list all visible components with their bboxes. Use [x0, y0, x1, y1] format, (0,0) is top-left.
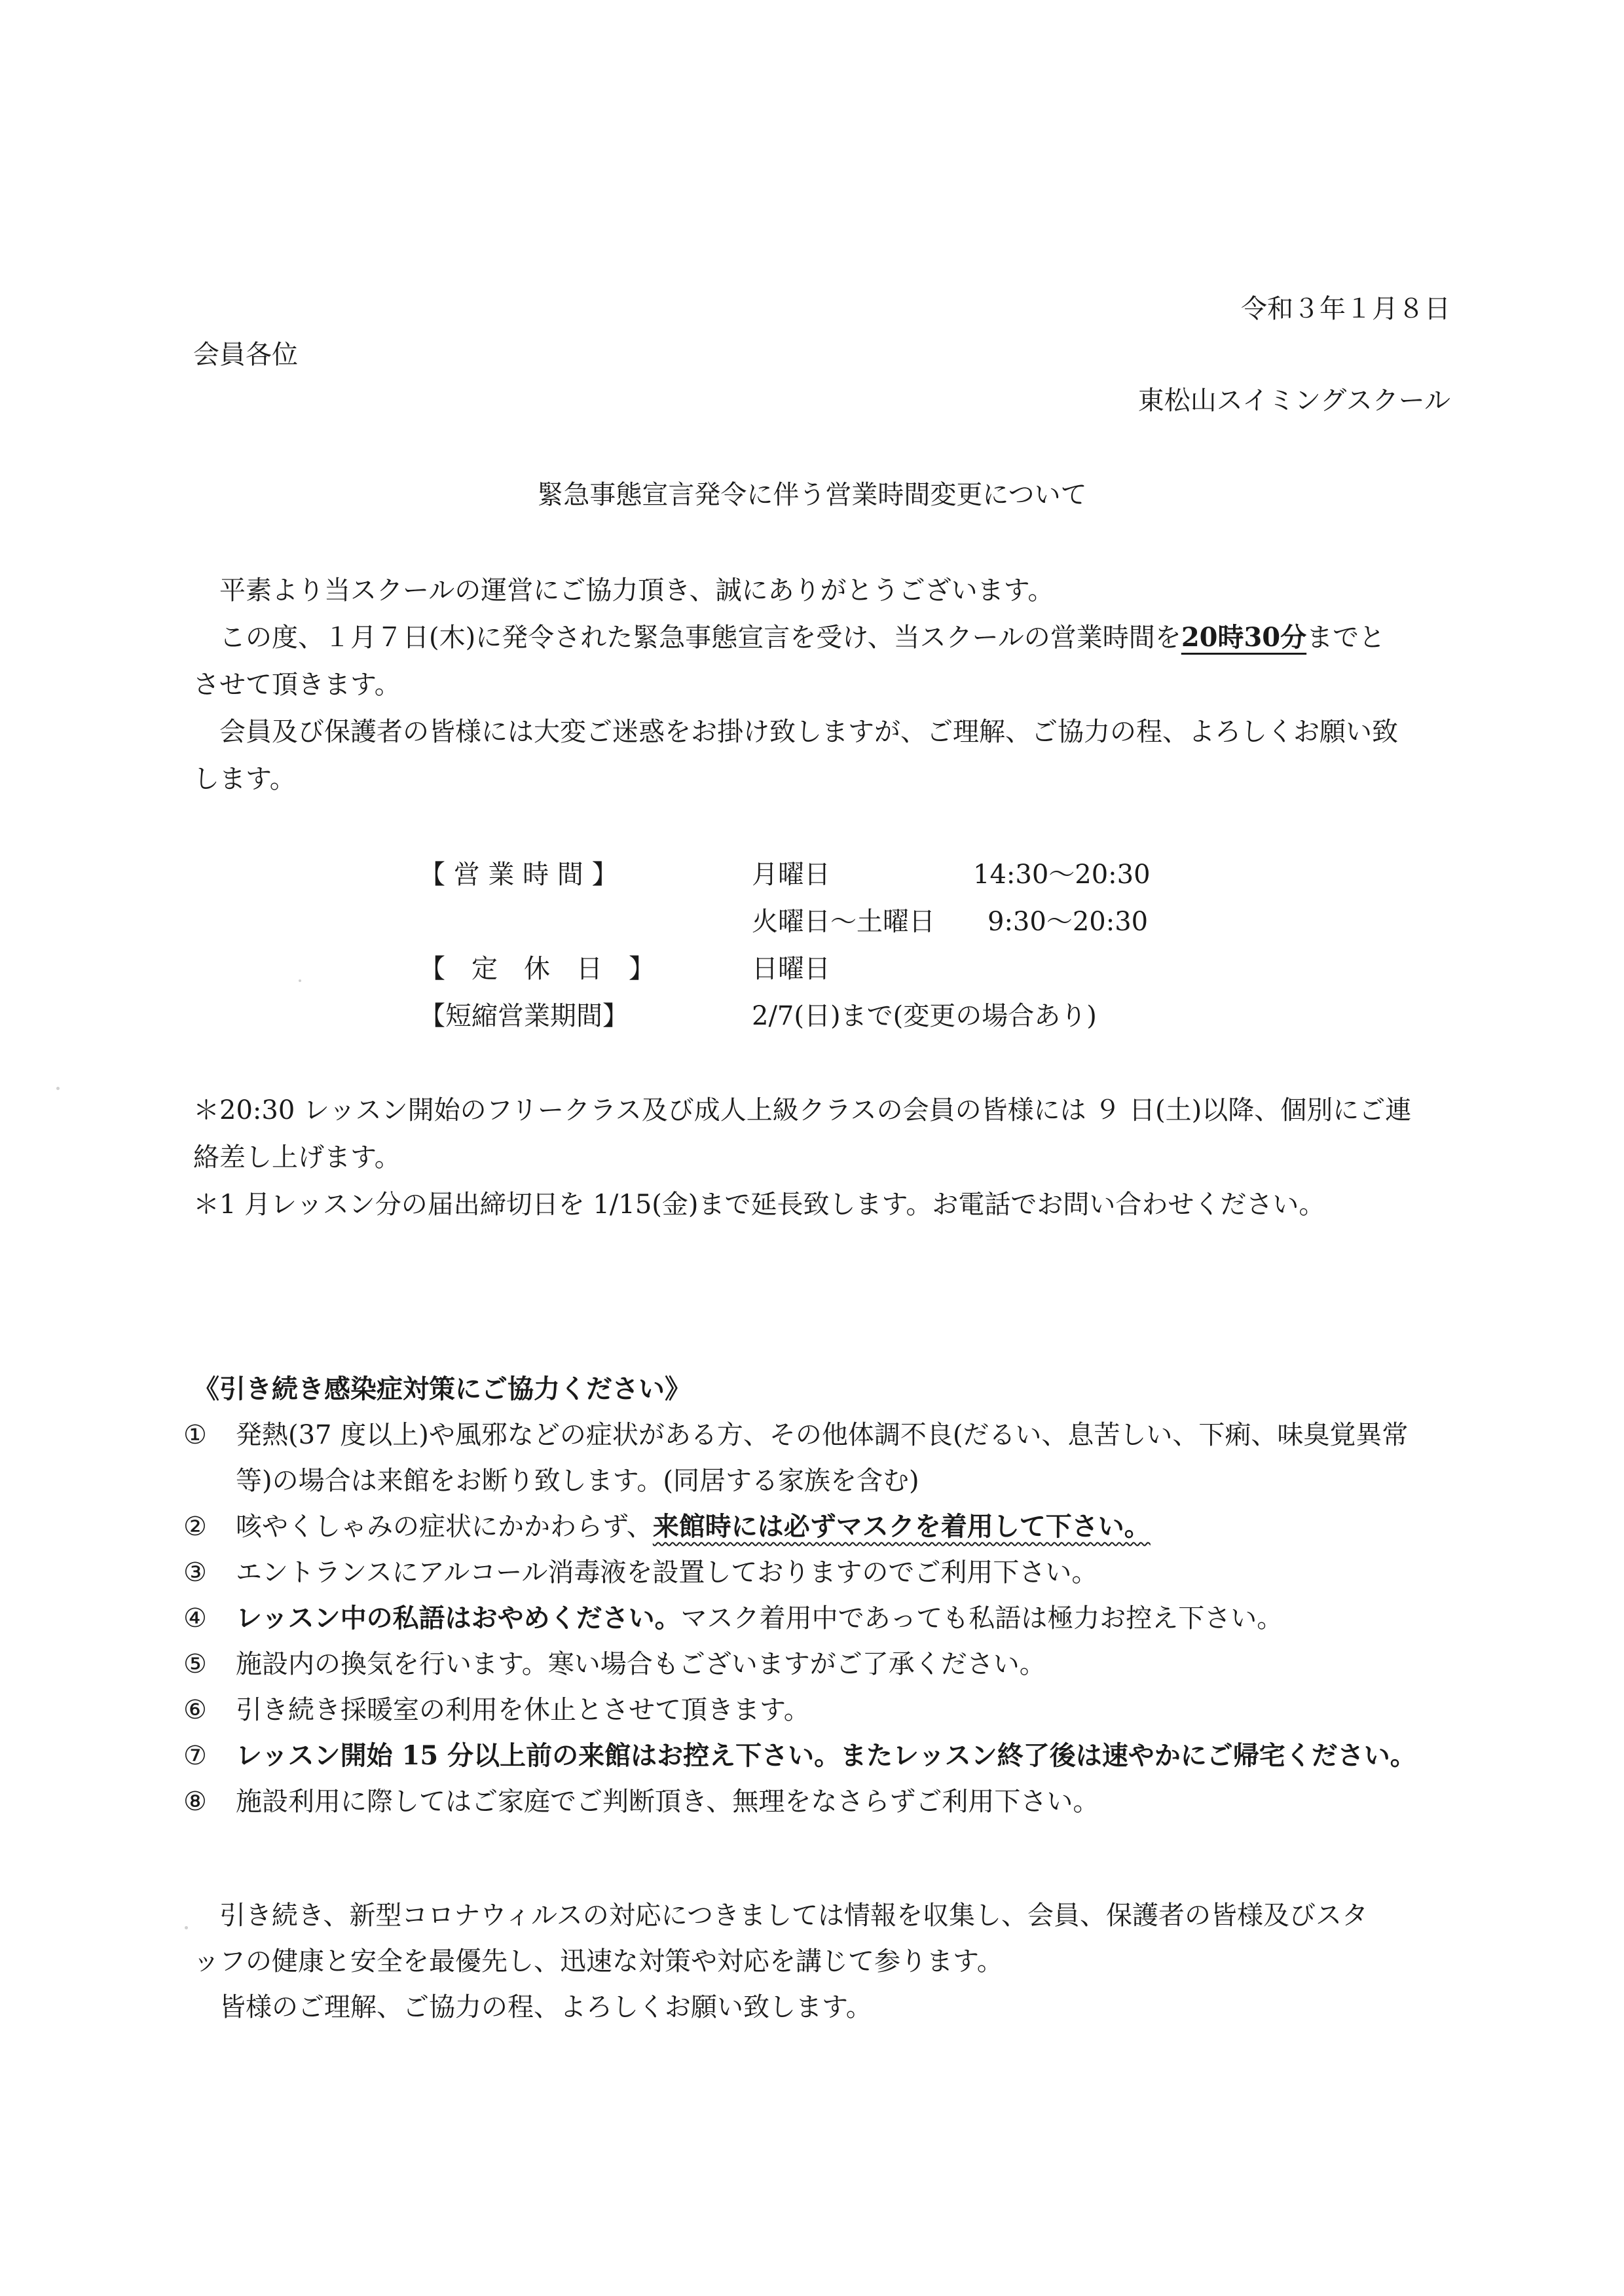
- note-1-line-1: ＊20:30 レッスン開始のフリークラス及び成人上級クラスの会員の皆様には ９ 日(土)以降、個別にご連: [193, 1095, 1412, 1125]
- intro-line-1: 平素より当スクールの運営にご協力頂き、誠にありがとうございます。: [219, 575, 1054, 606]
- measure-1-line-2: 等)の場合は来館をお断り致します。(同居する家族を含む): [236, 1466, 919, 1496]
- measure-5-text: 施設内の換気を行います。寒い場合もございますがご了承ください。: [236, 1649, 1046, 1679]
- intro-line-2: [219, 622, 1386, 653]
- intro-line-2-pre: この度、１月７日(木)に発令された緊急事態宣言を受け、当スクールの営業時間を: [219, 623, 1181, 653]
- scan-speck: [185, 1926, 188, 1929]
- measure-4-emphasis: レッスン中の私語はおやめください。: [236, 1603, 681, 1633]
- document-title: 緊急事態宣言発令に伴う営業時間変更について: [537, 480, 1087, 510]
- intro-line-2-post: までと: [1306, 623, 1386, 653]
- measure-2-emphasis: 来館時には必ずマスクを着用して下さい。: [652, 1511, 1151, 1542]
- scan-speck: [299, 979, 301, 982]
- hours-row-1-time: 14:30〜20:30: [973, 860, 1151, 890]
- measure-2-number: ②: [183, 1512, 207, 1542]
- hours-label: 【 営 業 時 間 】: [419, 860, 618, 890]
- hours-row-2-day: 火曜日〜土曜日: [752, 907, 935, 937]
- measure-7-text: レッスン開始 15 分以上前の来館はお控え下さい。またレッスン終了後は速やかにご帰宅ください。: [236, 1740, 1416, 1771]
- measure-8-text: 施設利用に際してはご家庭でご判断頂き、無理をなさらずご利用下さい。: [236, 1787, 1099, 1817]
- note-1-line-2: 絡差し上げます。: [193, 1142, 401, 1173]
- measure-2-text: [236, 1511, 1151, 1542]
- measure-7-number: ⑦: [183, 1741, 207, 1771]
- measure-1-number: ①: [183, 1420, 207, 1450]
- measure-8-number: ⑧: [183, 1787, 207, 1817]
- measure-3-text: エントランスにアルコール消毒液を設置しておりますのでご利用下さい。: [236, 1558, 1098, 1588]
- measure-2-pre: 咳やくしゃみの症状にかかわらず、: [236, 1512, 653, 1542]
- scan-speck: [56, 1087, 60, 1090]
- sender-name: 東松山スイミングスクール: [1137, 386, 1450, 416]
- measure-6-text: 引き続き採暖室の利用を休止とさせて頂きます。: [236, 1695, 810, 1725]
- note-2: ＊1 月レッスン分の届出締切日を 1/15(金)まで延長致します。お電話でお問い合わせください。: [193, 1190, 1325, 1220]
- measure-4-post: マスク着用中であっても私語は極力お控え下さい。: [680, 1603, 1283, 1633]
- period-label: 【短縮営業期間】: [419, 1001, 629, 1031]
- measure-1-line-1: 発熱(37 度以上)や風邪などの症状がある方、その他体調不良(だるい、息苦しい、下痢、味臭覚異常: [236, 1420, 1409, 1450]
- closing-time-emphasis: 20時30分: [1181, 622, 1307, 653]
- period-value: 2/7(日)まで(変更の場合あり): [752, 1001, 1097, 1031]
- hours-row-1-day: 月曜日: [752, 860, 830, 890]
- document-date: 令和３年１月８日: [1241, 294, 1450, 324]
- measure-4-text: [236, 1605, 1283, 1631]
- closing-line-1: 引き続き、新型コロナウィルスの対応につきましては情報を収集し、会員、保護者の皆様及びスタ: [219, 1901, 1368, 1931]
- measure-3-number: ③: [183, 1558, 207, 1588]
- closing-line-2: ッフの健康と安全を最優先し、迅速な対策や対応を講じて参ります。: [193, 1946, 1003, 1977]
- measures-heading: 《引き続き感染症対策にご協力ください》: [193, 1374, 691, 1404]
- measure-6-number: ⑥: [183, 1695, 207, 1725]
- intro-line-3: させて頂きます。: [193, 670, 401, 700]
- intro-line-4: 会員及び保護者の皆様には大変ご迷惑をお掛け致しますが、ご理解、ご協力の程、よろしくお願い致: [219, 717, 1398, 747]
- intro-line-5: します。: [193, 764, 296, 794]
- measure-5-number: ⑤: [183, 1649, 207, 1679]
- closing-line-3: 皆様のご理解、ご協力の程、よろしくお願い致します。: [219, 1992, 872, 2022]
- closed-value: 日曜日: [752, 954, 830, 984]
- hours-row-2-time: 9:30〜20:30: [987, 907, 1149, 937]
- closed-label: 【 定 休 日 】: [419, 954, 655, 984]
- measure-4-number: ④: [183, 1603, 207, 1633]
- recipient: 会員各位: [193, 340, 298, 370]
